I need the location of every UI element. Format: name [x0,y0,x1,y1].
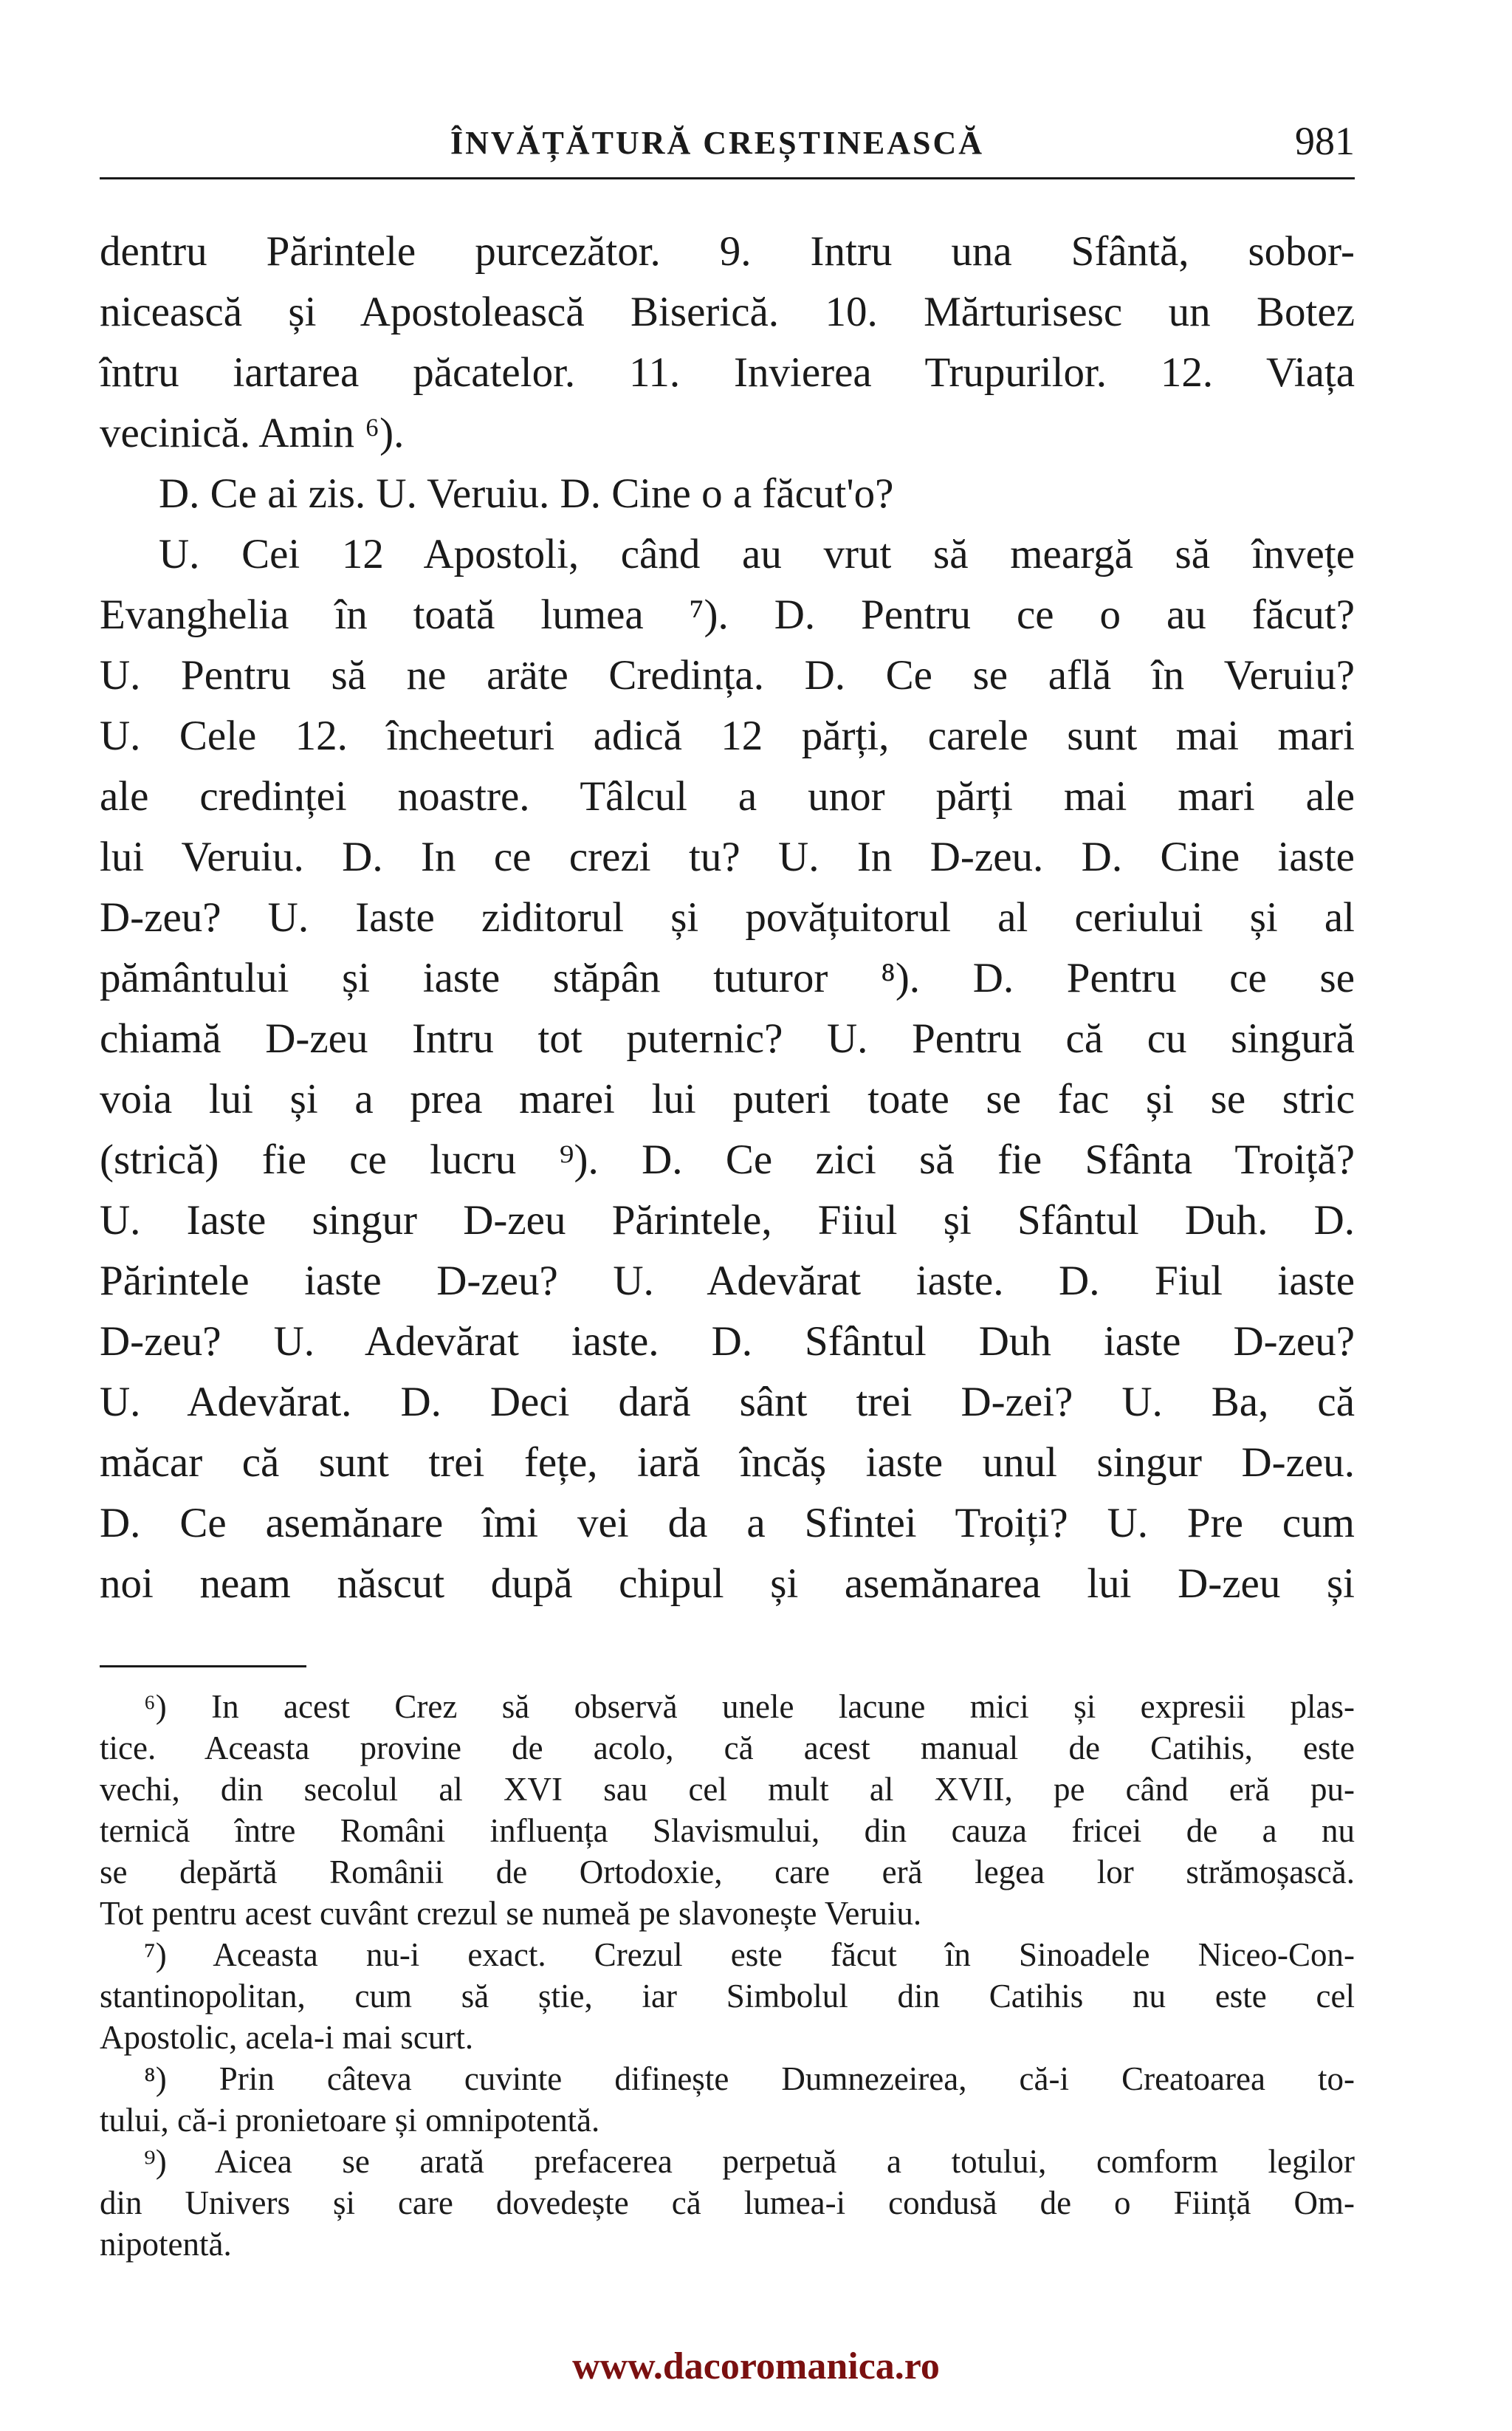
page-number: 981 [1295,119,1355,163]
text-line: Părintele iaste D-zeu? U. Adevărat iaste. D. Fiul iaste [100,1258,1355,1304]
running-title: ÎNVĂȚĂTURĂ CREȘTINEASCĂ [450,125,985,161]
text-line: noi neam născut după chipul și asemănarea lui D-zeu și [100,1560,1355,1607]
footnote-line: nipotentă. [100,2226,232,2263]
footnote-line: Apostolic, acela-i mai scurt. [100,2019,474,2056]
text-line: voia lui și a prea marei lui puteri toate se fac și se stric [100,1076,1355,1122]
footnote-line: ⁹) Aicea se arată prefacerea perpetuă a totului, comform legilor [144,2143,1355,2180]
text-line: U. Pentru să ne aräte Credința. D. Ce se află în Veruiu? [100,652,1355,699]
text-line: dentru Părintele purcezător. 9. Intru una Sfântă, sobor- [100,228,1355,275]
text-line: lui Veruiu. D. In ce crezi tu? U. In D-zeu. D. Cine iaste [100,834,1355,880]
text-line: măcar că sunt trei fețe, iară încăș iaste unul singur D-zeu. [100,1439,1355,1486]
running-header [100,118,1355,177]
text-line: D. Ce ai zis. U. Veruiu. D. Cine o a făcut'o? [159,470,894,517]
text-line: ale credinței noastre. Tâlcul a unor părți mai mari ale [100,773,1355,820]
text-line: nicească și Apostolească Biserică. 10. Mărturisesc un Botez [100,289,1355,335]
text-line: U. Cele 12. încheeturi adică 12 părți, carele sunt mai mari [100,713,1355,759]
text-line: U. Adevărat. D. Deci dară sânt trei D-zei? U. Ba, că [100,1379,1355,1425]
main-text [100,222,1355,1614]
text-line: D-zeu? U. Iaste ziditorul și povățuitorul al ceriului și al [100,894,1355,941]
text-line: (strică) fie ce lucru ⁹). D. Ce zici să fie Sfânta Troiță? [100,1136,1355,1183]
footnote-line: ternică între Români influența Slavismului, din cauza fricei de a nu [100,1812,1355,1849]
footnote-line: ⁶) In acest Crez să observă unele lacune mici și expresii plas- [144,1688,1355,1725]
footnote-line: ⁷) Aceasta nu-i exact. Crezul este făcut în Sinoadele Niceo-Con- [144,1936,1355,1973]
text-line: pământului și iaste stăpân tuturor ⁸). D. Pentru ce se [100,955,1355,1001]
watermark: www.dacoromanica.ro [572,2345,940,2387]
footnote-line: tului, că-i pronietoare și omnipotentă. [100,2102,600,2139]
footnote-line: stantinopolitan, cum să știe, iar Simbolul din Catihis nu este cel [100,1978,1355,2015]
text-line: U. Cei 12 Apostoli, când au vrut să meargă să învețe [159,531,1355,577]
footnote-line: se depărtă Românii de Ortodoxie, care eră legea lor strămoșască. [100,1854,1355,1890]
text-line: chiamă D-zeu Intru tot puternic? U. Pentru că cu singură [100,1015,1355,1062]
text-line: D. Ce asemănare îmi vei da a Sfintei Troiți? U. Pre cum [100,1500,1355,1546]
header-rule [100,177,1355,179]
footnote-line: vechi, din secolul al XVI sau cel mult al XVII, pe când eră pu- [100,1771,1355,1808]
text-line: întru iartarea păcatelor. 11. Invierea Trupurilor. 12. Viața [100,349,1355,396]
footnote-line: din Univers și care dovedește că lumea-i condusă de o Ființă Om- [100,2184,1355,2221]
text-line: Evanghelia în toată lumea ⁷). D. Pentru ce o au făcut? [100,592,1355,638]
text-line: D-zeu? U. Adevărat iaste. D. Sfântul Duh iaste D-zeu? [100,1318,1355,1365]
text-line: vecinică. Amin ⁶). [100,410,405,456]
footnote-line: tice. Aceasta provine de acolo, că acest manual de Catihis, este [100,1729,1355,1766]
footnote-line: Tot pentru acest cuvânt crezul se numeă pe slavonește Veruiu. [100,1895,922,1932]
text-line: U. Iaste singur D-zeu Părintele, Fiiul și Sfântul Duh. D. [100,1197,1355,1244]
footnotes [100,1686,1355,2265]
footnote-separator [100,1665,306,1667]
footnote-line: ⁸) Prin câteva cuvinte difinește Dumnezeirea, că-i Creatoarea to- [144,2060,1355,2097]
